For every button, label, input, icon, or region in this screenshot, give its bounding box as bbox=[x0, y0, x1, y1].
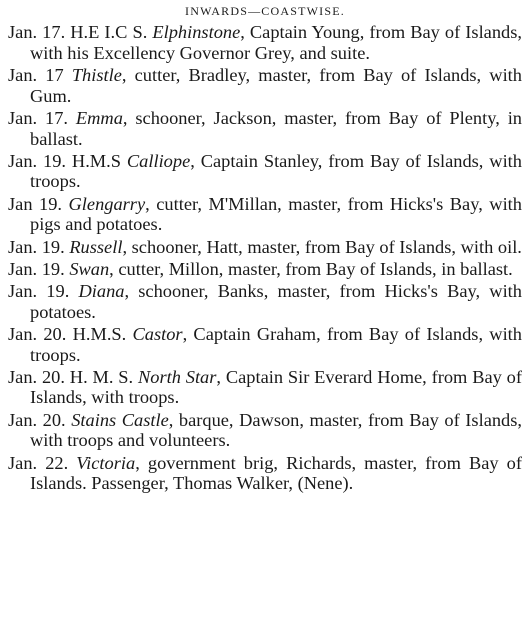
entry-details: , Captain Stanley, from Bay of Islands, with troops. bbox=[30, 150, 522, 192]
entry-details: , schooner, Jackson, master, from Bay of Plenty, in ballast. bbox=[30, 107, 523, 149]
ship-name: Victoria bbox=[76, 452, 136, 473]
entry-date: Jan. 19. bbox=[8, 280, 70, 301]
entry-details: , Captain Graham, from Bay of Islands, with troops. bbox=[30, 323, 522, 365]
entry-details: , cutter, Bradley, master, from Bay of Islands, with Gum. bbox=[30, 64, 522, 106]
shipping-entry bbox=[8, 324, 522, 365]
entry-prefix: H. M. S. bbox=[69, 366, 134, 387]
ship-name: Calliope bbox=[126, 150, 191, 171]
entry-details: , barque, Dawson, master, from Bay of Islands, with troops and volunteers. bbox=[30, 409, 523, 451]
shipping-entry bbox=[8, 151, 522, 192]
entry-details: , cutter, M'Millan, master, from Hicks's Bay, with pigs and potatoes. bbox=[30, 193, 522, 235]
entry-details: , cutter, Millon, master, from Bay of Islands, in ballast. bbox=[109, 258, 513, 279]
entry-date: Jan. 22. bbox=[8, 452, 69, 473]
entry-date: Jan. 17. bbox=[8, 22, 66, 42]
entry-date: Jan. 20. bbox=[8, 409, 66, 430]
ship-name: Emma bbox=[75, 107, 123, 128]
ship-name: Glengarry bbox=[68, 193, 146, 214]
shipping-entry bbox=[8, 194, 522, 235]
ship-name: Stains Castle bbox=[71, 409, 169, 430]
entry-prefix: H.M.S. bbox=[72, 323, 127, 344]
ship-name: Swan bbox=[69, 258, 110, 279]
entry-date: Jan. 17 bbox=[8, 64, 64, 85]
shipping-entry bbox=[8, 410, 522, 451]
ship-name: Thistle bbox=[71, 64, 122, 85]
shipping-entry bbox=[8, 281, 522, 322]
ship-name: Castor bbox=[132, 323, 183, 344]
entry-date: Jan. 19. bbox=[8, 258, 65, 279]
shipping-entries bbox=[8, 22, 522, 494]
entry-details: , Captain Young, from Bay of Islands, with his Excellency Governor Grey, and suite. bbox=[30, 22, 522, 63]
entry-date: Jan. 20. bbox=[8, 366, 65, 387]
entry-date: Jan. 19. bbox=[8, 236, 65, 257]
shipping-entry bbox=[8, 453, 522, 494]
shipping-entry bbox=[8, 367, 522, 408]
section-heading: INWARDS—COASTWISE. bbox=[185, 4, 345, 18]
ship-name: Elphinstone bbox=[152, 22, 241, 42]
shipping-entry bbox=[8, 108, 522, 149]
entry-date: Jan. 20. bbox=[8, 323, 67, 344]
entry-details: , government brig, Richards, master, from Bay of Islands. Passenger, Thomas Walker, (Nene). bbox=[30, 452, 522, 494]
entry-details: , schooner, Banks, master, from Hicks's Bay, with potatoes. bbox=[30, 280, 522, 322]
entry-prefix: H.E I.C S. bbox=[70, 22, 148, 42]
entry-date: Jan. 19. bbox=[8, 150, 67, 171]
ship-name: Russell bbox=[69, 236, 123, 257]
entry-date: Jan. 17. bbox=[8, 107, 68, 128]
entry-prefix: H.M.S bbox=[71, 150, 121, 171]
entry-details: , Captain Sir Everard Home, from Bay of Islands, with troops. bbox=[30, 366, 522, 408]
entry-date: Jan 19. bbox=[8, 193, 63, 214]
entry-details: , schooner, Hatt, master, from Bay of Islands, with oil. bbox=[122, 236, 522, 257]
shipping-entry bbox=[8, 259, 522, 280]
shipping-entry bbox=[8, 65, 522, 106]
shipping-entry bbox=[8, 22, 522, 63]
shipping-entry bbox=[8, 237, 522, 258]
ship-name: Diana bbox=[78, 280, 125, 301]
ship-name: North Star bbox=[137, 366, 217, 387]
